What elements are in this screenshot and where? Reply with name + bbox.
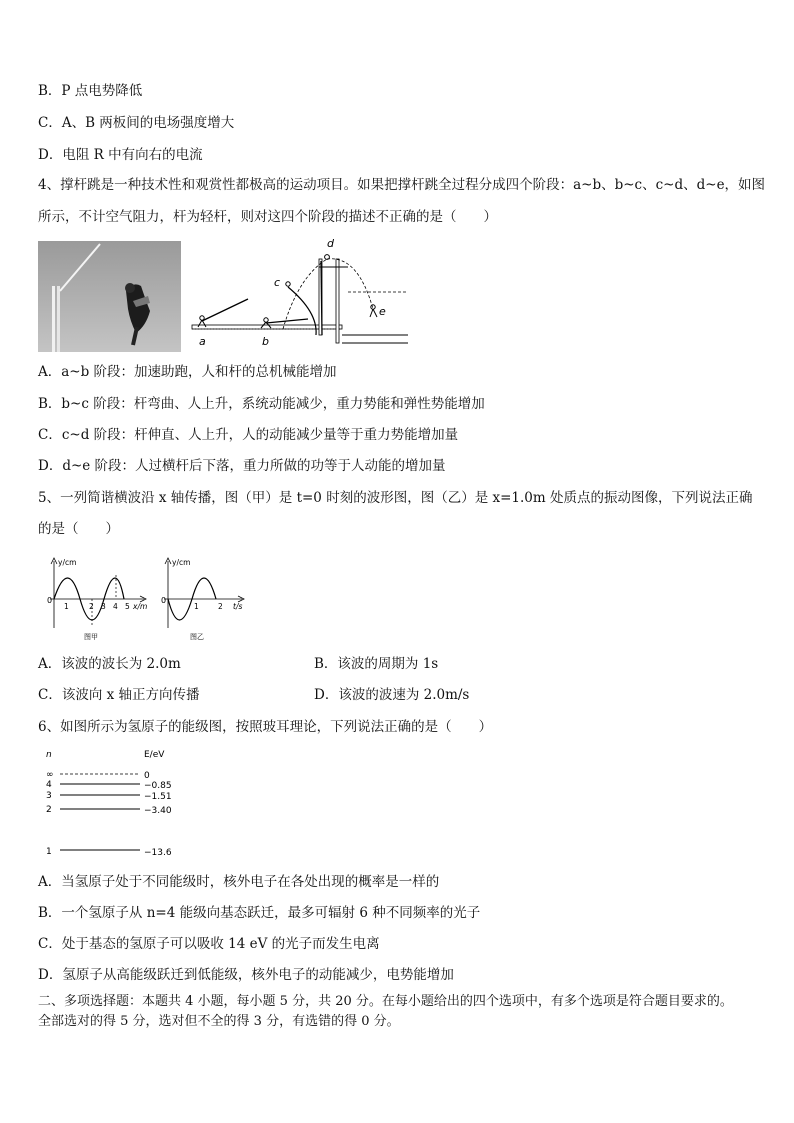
q5-stem-line2: 的是（ ）: [38, 521, 119, 537]
q5-option-b: B．该波的周期为 1s: [314, 656, 439, 672]
level-e-4: −0.85: [144, 781, 172, 791]
level-e-2: −3.40: [144, 806, 172, 816]
prev-option-d: D．电阻 R 中有向右的电流: [38, 147, 203, 163]
jia-caption: 图甲: [84, 633, 98, 641]
jia-ylabel: y/cm: [58, 558, 77, 567]
q6-option-c: C．处于基态的氢原子可以吸收 14 eV 的光子而发生电离: [38, 936, 380, 952]
pole-vault-photo: [38, 241, 181, 352]
diagram-label-a: a: [199, 335, 206, 348]
section2-line2: 全部选对的得 5 分，选对但不全的得 3 分，有选错的得 0 分。: [38, 1014, 400, 1029]
q4-stem-line2: 所示，不计空气阻力，杆为轻杆，则对这四个阶段的描述不正确的是（ ）: [38, 209, 497, 225]
yi-tick-2: 2: [218, 602, 223, 611]
level-n-4: 4: [46, 780, 52, 790]
yi-ylabel: y/cm: [172, 558, 191, 567]
q6-option-d: D．氢原子从高能级跃迁到低能级，核外电子的动能减少，电势能增加: [38, 967, 454, 983]
diagram-label-b: b: [262, 335, 269, 348]
pole-vault-diagram: [188, 237, 413, 352]
q4-stem-line1: 4、撑杆跳是一种技术性和观赏性都极高的运动项目。如果把撑杆跳全过程分成四个阶段：a~b、b~c、c~d、d~e，如图: [38, 177, 766, 193]
q5-option-d: D．该波的波速为 2.0m/s: [314, 687, 470, 703]
q6-option-b: B．一个氢原子从 n=4 能级向基态跃迁，最多可辐射 6 种不同频率的光子: [38, 905, 481, 921]
section2-line1: 二、多项选择题：本题共 4 小题，每小题 5 分，共 20 分。在每小题给出的四个选项中，有多个选项是符合题目要求的。: [38, 994, 733, 1009]
level-n-label: n: [46, 750, 52, 760]
jia-tick-1: 1: [64, 602, 69, 611]
jia-tick-5: 5: [125, 602, 130, 611]
vibration-graph-yi: [158, 553, 250, 641]
q6-option-a: A．当氢原子处于不同能级时，核外电子在各处出现的概率是一样的: [38, 874, 440, 890]
yi-origin: 0: [161, 596, 167, 605]
level-e-3: −1.51: [144, 792, 172, 802]
yi-xlabel: t/s: [233, 602, 243, 611]
q4-option-b: B．b~c 阶段：杆弯曲、人上升，系统动能减少，重力势能和弹性势能增加: [38, 396, 485, 412]
jia-tick-4: 4: [113, 602, 118, 611]
q5-option-a: A．该波的波长为 2.0m: [38, 656, 181, 672]
diagram-label-c: c: [274, 276, 281, 289]
level-e-1: −13.6: [144, 848, 172, 858]
diagram-label-d: d: [327, 237, 334, 250]
q4-option-a: A．a~b 阶段：加速助跑，人和杆的总机械能增加: [38, 364, 337, 380]
level-e-label: E/eV: [144, 750, 165, 760]
q6-stem: 6、如图所示为氢原子的能级图，按照玻耳理论，下列说法正确的是（ ）: [38, 719, 493, 735]
energy-level-diagram: [40, 745, 190, 860]
wave-graph-jia: [44, 553, 152, 641]
yi-caption: 图乙: [190, 633, 204, 641]
level-n-2: 2: [46, 805, 52, 815]
diagram-label-e: e: [379, 305, 386, 318]
jia-origin: 0: [47, 596, 53, 605]
q4-option-d: D．d~e 阶段：人过横杆后下落，重力所做的功等于人动能的增加量: [38, 458, 446, 474]
jia-xlabel: x/m: [133, 602, 148, 611]
q5-stem-line1: 5、一列简谐横波沿 x 轴传播，图（甲）是 t=0 时刻的波形图，图（乙）是 x=1.0m 处质点的振动图像，下列说法正确: [38, 490, 753, 506]
level-n-3: 3: [46, 791, 52, 801]
prev-option-b: B．P 点电势降低: [38, 83, 143, 99]
level-e-inf: 0: [144, 771, 150, 781]
jia-tick-2: 2: [89, 602, 94, 611]
prev-option-c: C．A、B 两板间的电场强度增大: [38, 115, 235, 131]
level-n-1: 1: [46, 847, 52, 857]
level-n-inf: ∞: [46, 770, 54, 780]
jia-tick-3: 3: [101, 602, 106, 611]
q4-option-c: C．c~d 阶段：杆伸直、人上升，人的动能减少量等于重力势能增加量: [38, 427, 459, 443]
q5-option-c: C．该波向 x 轴正方向传播: [38, 687, 200, 703]
yi-tick-1: 1: [194, 602, 199, 611]
